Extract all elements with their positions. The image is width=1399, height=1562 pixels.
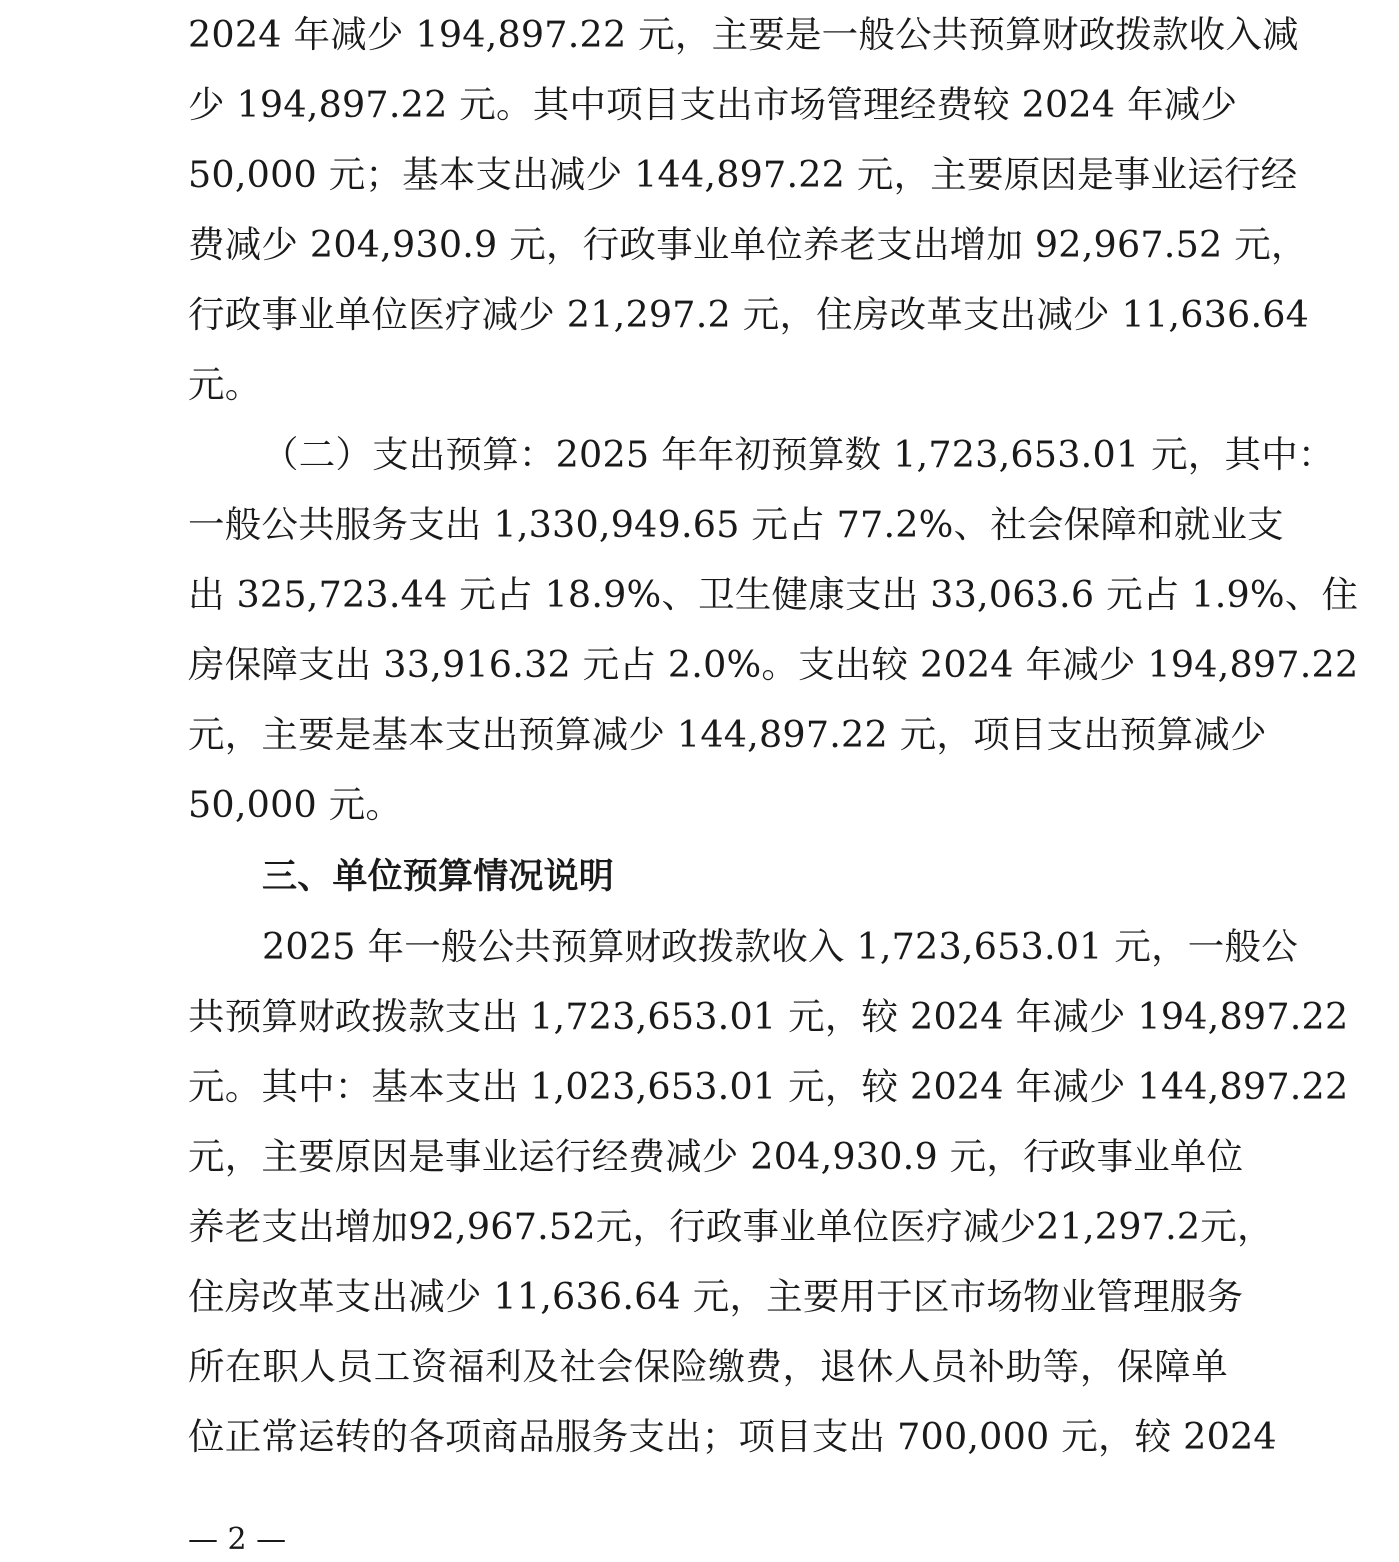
text-line: 住房改革支出减少 11,636.64 元，主要用于区市场物业管理服务 [188,1275,1244,1318]
section-unit-budget-paragraph-start: 2025 年一般公共预算财政拨款收入 1,723,653.01 元，一般公 [262,925,1298,968]
text-line: 50,000 元；基本支出减少 144,897.22 元，主要原因是事业运行经 [188,153,1298,196]
text-line: 元。其中：基本支出 1,023,653.01 元，较 2024 年减少 144,897.22 [188,1065,1349,1108]
text-line: 元，主要是基本支出预算减少 144,897.22 元，项目支出预算减少 [188,713,1267,756]
text-line: 出 325,723.44 元占 18.9%、卫生健康支出 33,063.6 元占 1.9%、住 [188,573,1359,616]
text-line: 所在职人员工资福利及社会保险缴费，退休人员补助等，保障单 [188,1345,1228,1388]
text-line: 行政事业单位医疗减少 21,297.2 元，住房改革支出减少 11,636.64 [188,293,1310,336]
text-line: 元。 [188,363,262,406]
text-line: 房保障支出 33,916.32 元占 2.0%。支出较 2024 年减少 194,897.22 [188,643,1359,686]
text-line: 共预算财政拨款支出 1,723,653.01 元，较 2024 年减少 194,897.22 [188,995,1349,1038]
page-number: — 2 — [188,1522,287,1557]
text-line: 养老支出增加92,967.52元，行政事业单位医疗减少21,297.2元， [188,1205,1274,1248]
text-line: 位正常运转的各项商品服务支出；项目支出 700,000 元，较 2024 [188,1415,1277,1458]
text-line: 费减少 204,930.9 元，行政事业单位养老支出增加 92,967.52 元， [188,223,1308,266]
section-heading: 三、单位预算情况说明 [262,857,615,897]
text-line: 一般公共服务支出 1,330,949.65 元占 77.2%、社会保障和就业支 [188,503,1284,546]
text-line: 50,000 元。 [188,783,403,826]
section-expenditure-paragraph-start: （二）支出预算：2025 年年初预算数 1,723,653.01 元，其中： [262,433,1335,476]
text-line: 少 194,897.22 元。其中项目支出市场管理经费较 2024 年减少 [188,83,1238,126]
text-line: 元，主要原因是事业运行经费减少 204,930.9 元，行政事业单位 [188,1135,1244,1178]
text-line: 2024 年减少 194,897.22 元，主要是一般公共预算财政拨款收入减 [188,13,1299,56]
